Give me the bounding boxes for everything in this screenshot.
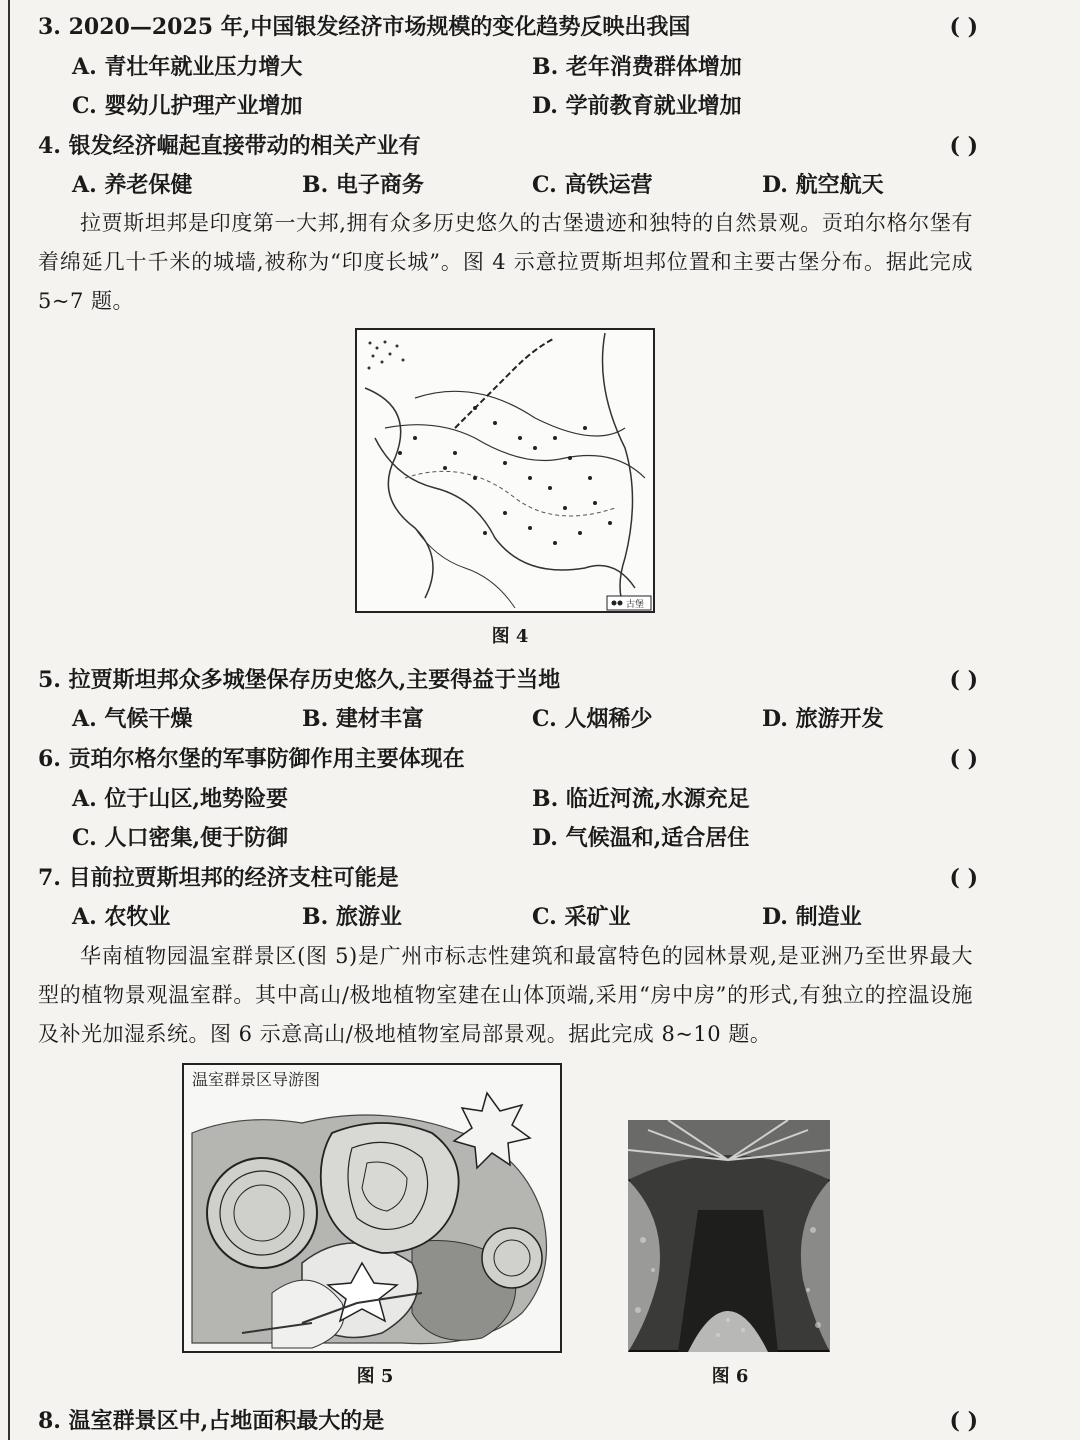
answer-paren[interactable]: ( )	[949, 133, 978, 159]
question-4-option-c[interactable]: C. 高铁运营	[532, 172, 653, 198]
question-8-stem	[38, 1406, 978, 1436]
question-4-option-d[interactable]: D. 航空航天	[762, 172, 884, 198]
question-3-option-b[interactable]: B. 老年消费群体增加	[532, 54, 742, 80]
figure-5-guide-map	[182, 1063, 562, 1353]
question-4-stem	[38, 131, 978, 161]
question-6-option-d[interactable]: D. 气候温和,适合居住	[532, 825, 750, 851]
question-3-stem	[38, 12, 978, 42]
question-3-option-a[interactable]: A. 青壮年就业压力增大	[72, 54, 303, 80]
question-3-option-d[interactable]: D. 学前教育就业增加	[532, 93, 742, 119]
answer-paren[interactable]: ( )	[949, 667, 978, 693]
passage-rajasthan: 拉贾斯坦邦是印度第一大邦,拥有众多历史悠久的古堡遗迹和独特的自然景观。贡珀尔格尔堡有着绵延几十千米的城墙,被称为“印度长城”。图 4 示意拉贾斯坦邦位置和主要古堡分布。据此完成 5~7 题。	[38, 211, 973, 313]
question-5-option-c[interactable]: C. 人烟稀少	[532, 706, 653, 732]
question-6-stem	[38, 744, 978, 774]
question-5-option-b[interactable]: B. 建材丰富	[302, 706, 424, 732]
question-6-option-c[interactable]: C. 人口密集,便于防御	[72, 825, 289, 851]
answer-paren[interactable]: ( )	[949, 1408, 978, 1434]
question-7-option-d[interactable]: D. 制造业	[762, 904, 862, 930]
question-5-stem	[38, 665, 978, 695]
question-4-option-b[interactable]: B. 电子商务	[302, 172, 424, 198]
question-text: 6. 贡珀尔格尔堡的军事防御作用主要体现在	[38, 746, 465, 772]
question-3-option-c[interactable]: C. 婴幼儿护理产业增加	[72, 93, 303, 119]
question-7-option-b[interactable]: B. 旅游业	[302, 904, 402, 930]
question-7-option-a[interactable]: A. 农牧业	[72, 904, 171, 930]
question-text: 7. 目前拉贾斯坦邦的经济支柱可能是	[38, 865, 399, 891]
question-7-stem	[38, 863, 978, 893]
question-5-option-d[interactable]: D. 旅游开发	[762, 706, 884, 732]
question-4-option-a[interactable]: A. 养老保健	[72, 172, 193, 198]
question-6-option-a[interactable]: A. 位于山区,地势险要	[72, 786, 289, 812]
question-text: 5. 拉贾斯坦邦众多城堡保存历史悠久,主要得益于当地	[38, 667, 561, 693]
question-7-option-c[interactable]: C. 采矿业	[532, 904, 631, 930]
question-5-option-a[interactable]: A. 气候干燥	[72, 706, 193, 732]
question-text: 3. 2020—2025 年,中国银发经济市场规模的变化趋势反映出我国	[38, 14, 691, 40]
passage-greenhouse: 华南植物园温室群景区(图 5)是广州市标志性建筑和最富特色的园林景观,是亚洲乃至世界最大型的植物景观温室群。其中高山/极地植物室建在山体顶端,采用“房中房”的形式,有独立的控温设施及补光加湿系统。图 6 示意高山/极地植物室局部景观。据此完成 8~10 题。	[38, 944, 973, 1046]
figure-5-caption: 图 5	[356, 1366, 394, 1387]
answer-paren[interactable]: ( )	[949, 746, 978, 772]
figure-4-caption: 图 4	[491, 626, 529, 647]
question-text: 4. 银发经济崛起直接带动的相关产业有	[38, 133, 421, 159]
answer-paren[interactable]: ( )	[949, 14, 978, 40]
question-text: 8. 温室群景区中,占地面积最大的是	[38, 1408, 385, 1434]
answer-paren[interactable]: ( )	[949, 865, 978, 891]
binding-margin-line	[8, 0, 10, 1440]
figure-4-map	[355, 328, 655, 613]
figure-6-photo	[628, 1120, 830, 1352]
figure-5-title: 温室群景区导游图	[192, 1070, 321, 1089]
question-6-option-b[interactable]: B. 临近河流,水源充足	[532, 786, 750, 812]
figure-4-legend-label: 古堡	[626, 600, 645, 610]
figure-6-caption: 图 6	[711, 1366, 749, 1387]
